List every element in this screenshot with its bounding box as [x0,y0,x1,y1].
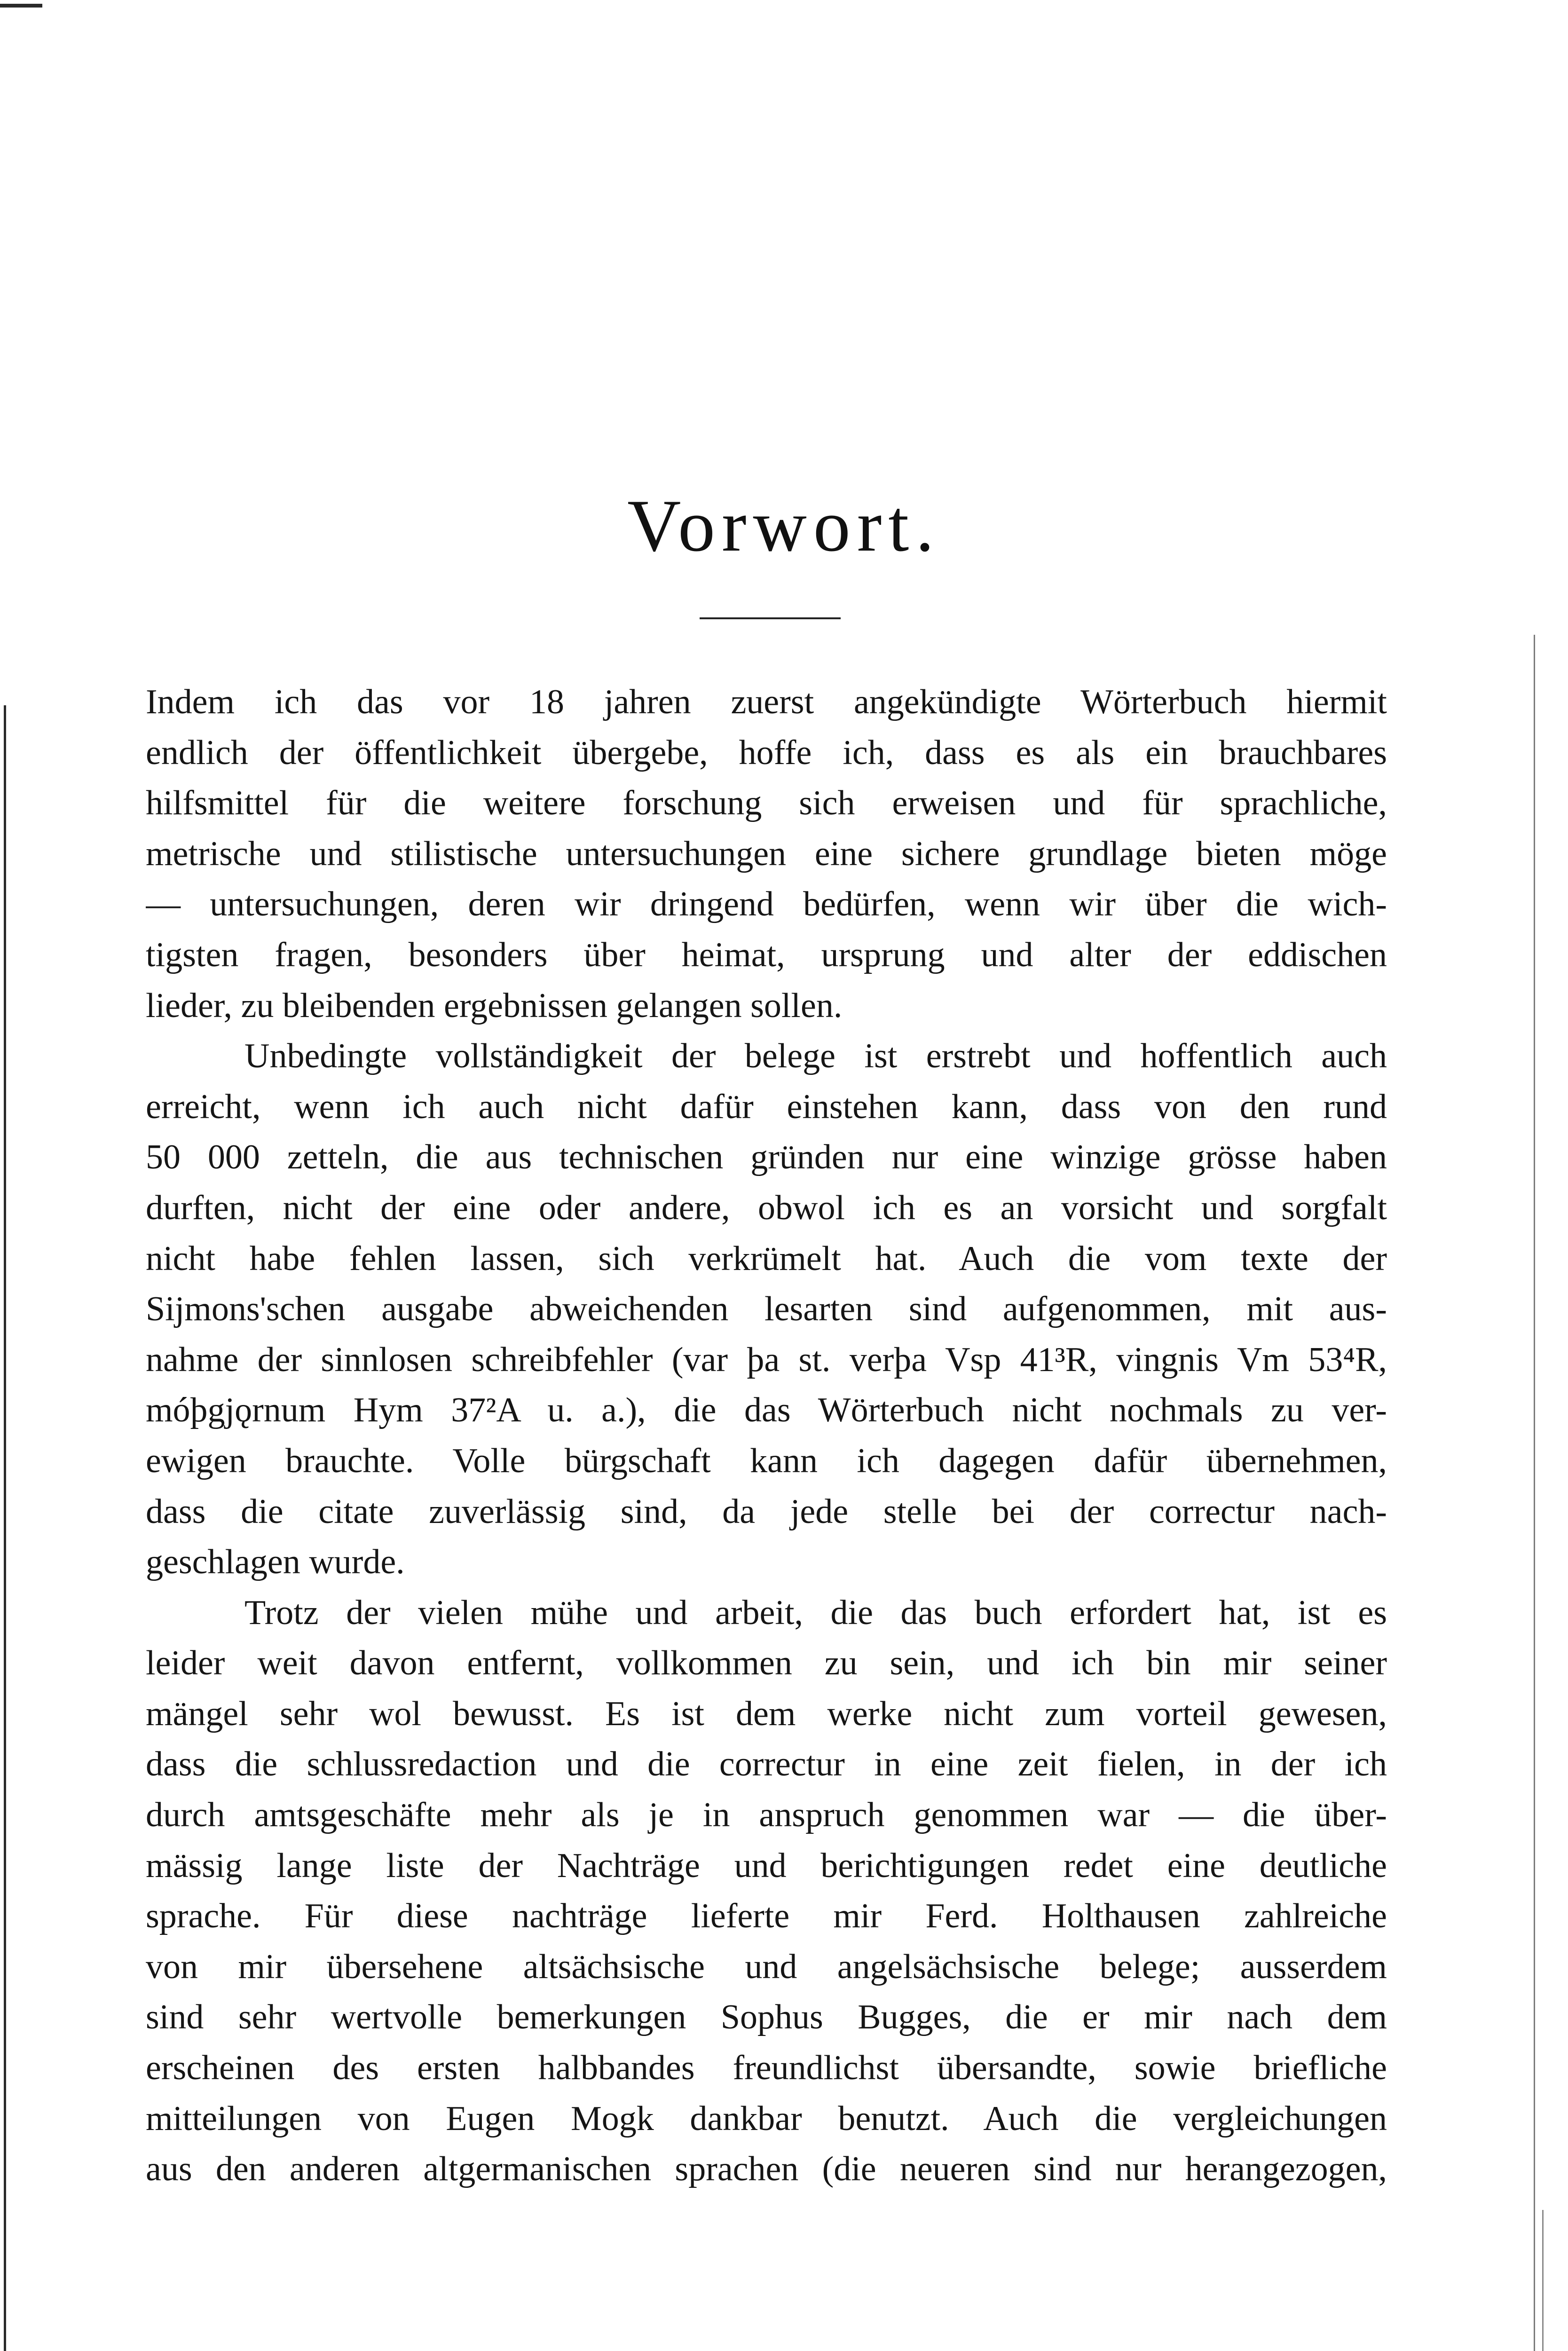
text-line: erreicht, wenn ich auch nicht dafür einstehen kann, dass von den rund [146,1087,1387,1126]
text-line: lieder, zu bleibenden ergebnissen gelangen sollen. [146,986,843,1025]
scan-edge-artifact [0,4,42,8]
text-line: dass die schlussredaction und die correctur in eine zeit fielen, in der ich [146,1745,1387,1784]
scan-edge-artifact [1542,2210,1544,2351]
text-line: móþgjǫrnum Hym 37²A u. a.), die das Wörterbuch nicht nochmals zu ver- [146,1391,1387,1430]
title-divider [700,617,841,619]
text-line: mässig lange liste der Nachträge und berichtigungen redet eine deutliche [146,1846,1387,1885]
text-line: dass die citate zuverlässig sind, da jede stelle bei der correctur nach- [146,1492,1387,1531]
text-line: leider weit davon entfernt, vollkommen zu sein, und ich bin mir seiner [146,1644,1387,1683]
text-line: von mir übersehene altsächsische und angelsächsische belege; ausserdem [146,1947,1387,1986]
text-line: sind sehr wertvolle bemerkungen Sophus Bugges, die er mir nach dem [146,1998,1387,2037]
text-line: — untersuchungen, deren wir dringend bedürfen, wenn wir über die wich- [146,885,1387,924]
text-line: erscheinen des ersten halbbandes freundlichst übersandte, sowie briefliche [146,2049,1387,2088]
text-line: tigsten fragen, besonders über heimat, ursprung und alter der eddischen [146,935,1387,974]
text-line: endlich der öffentlichkeit übergebe, hoffe ich, dass es als ein brauchbares [146,733,1387,772]
text-line: sprache. Für diese nachträge lieferte mir Ferd. Holthausen zahlreiche [146,1897,1387,1936]
text-line: durch amtsgeschäfte mehr als je in anspruch genommen war — die über- [146,1796,1387,1835]
scan-edge-artifact [4,705,6,2351]
text-line: 50 000 zetteln, die aus technischen gründen nur eine winzige grösse haben [146,1138,1387,1177]
text-line: durften, nicht der eine oder andere, obwol ich es an vorsicht und sorgfalt [146,1188,1387,1227]
text-line: Sijmons'schen ausgabe abweichenden lesarten sind aufgenommen, mit aus- [146,1290,1387,1329]
text-line: geschlagen wurde. [146,1543,405,1582]
text-line: aus den anderen altgermanischen sprachen (die neueren sind nur herangezogen, [146,2150,1387,2189]
scan-edge-artifact [1534,635,1535,2351]
text-line: mängel sehr wol bewusst. Es ist dem werke nicht zum vorteil gewesen, [146,1694,1387,1733]
text-line: Unbedingte vollständigkeit der belege ist erstrebt und hoffentlich auch [244,1037,1387,1076]
text-line: mitteilungen von Eugen Mogk dankbar benutzt. Auch die vergleichungen [146,2099,1387,2138]
text-line: nicht habe fehlen lassen, sich verkrümelt hat. Auch die vom texte der [146,1239,1387,1278]
body-text [146,677,1387,2195]
text-line: Trotz der vielen mühe und arbeit, die das buch erfordert hat, ist es [244,1593,1387,1632]
text-line: metrische und stilistische untersuchungen eine sichere grundlage bieten möge [146,834,1387,873]
page-title: Vorwort. [627,485,941,567]
text-line: nahme der sinnlosen schreibfehler (var þa st. verþa Vsp 41³R, vingnis Vm 53⁴R, [146,1340,1387,1379]
text-line: hilfsmittel für die weitere forschung sich erweisen und für sprachliche, [146,784,1387,823]
text-line: Indem ich das vor 18 jahren zuerst angekündigte Wörterbuch hiermit [146,683,1387,721]
text-line: ewigen brauchte. Volle bürgschaft kann ich dagegen dafür übernehmen, [146,1441,1387,1480]
